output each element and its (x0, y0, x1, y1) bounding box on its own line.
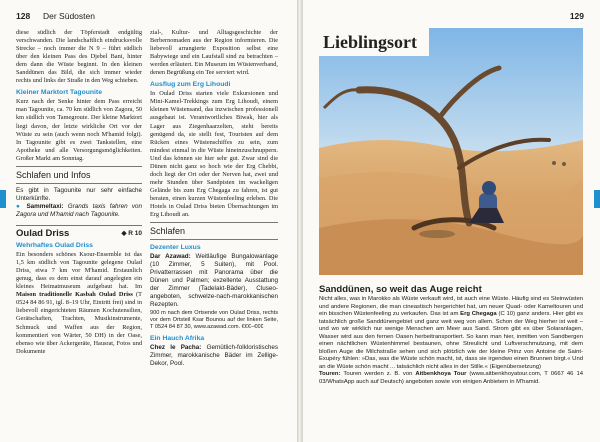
divider (150, 222, 278, 223)
box-heading: Sanddünen, so weit das Auge reicht (319, 284, 482, 295)
divider (16, 166, 142, 167)
paragraph: 900 m nach dem Ortsende von Oulad Driss, rechts vor dem Ortsteil Ksar Bounou auf der linken Seite, T 0524 84 87 30, www.azawad.com. €€€–€€€ (150, 309, 278, 330)
chapter-tab-right (594, 190, 600, 208)
section-heading: Schlafen (150, 226, 186, 237)
subheading: Kleiner Marktort Tagounite (16, 89, 102, 97)
page-number-right: 129 (569, 11, 584, 21)
box-text: Nicht alles, was in Marokko als Wüste verkauft wird, ist auch eine Wüste. Häufig sind es Steinwüsten und andere Regionen, die man cineastisch hergerichtet hat, um neuer Quad- oder Kameltouren und ein bisschen Wüstenfeeling zu verkaufen. Das ist am Erg Chegaga (C 10) ganz anders. Hier gibt es tatsächlich große Sanddünengebiet und ganz weit weg von allem. Schon der Weg hierher ist weit – und wo wir wirklich nur wenige Menschen am Meer aus Sand. Strom gibt es über Solaranlagen, Wasser wird aus den fernen Oasen herbeitransportiert. So kann man hier, inmitten von Sandbergen einen nächtlichen Wüstenhimmel bestaunen, ohne Streulicht und Luftverschmutzung, mit dem bloßen Auge die Milchstraße sehen und sich plötzlich wie der kleine Prinz von Antoine de Saint-Exupéry fühlen: »Das, was die Wüste schön macht, ist, dass sie irgendwo einen Brunnen birgt.« Und an die Wüste schön macht ... tatsächlich nicht alles in der Stille.« (Eigenübersetzung) Touren: Touren werden z. B. von Aitbenkhoya Tour (www.aitbenkhoyatour.com, T 0667 46 14 03/WhatsApp auch auf Deutsch) angeboten sowie von einigen Anbietern in M'hamid. (319, 296, 584, 385)
paragraph: Es gibt in Tagounite nur sehr einfache Unterkünfte. (16, 186, 142, 202)
desert-photo (319, 28, 583, 275)
paragraph: Chez le Pacha: Gemütlich-folkloristisches Zimmer, marokkanische Bäder im Zellige-Dekor, Pool. (150, 343, 278, 367)
subheading: Ausflug zum Erg Lihoudi (150, 81, 231, 89)
subheading: Dezenter Luxus (150, 244, 201, 252)
map-pin-icon: ◆ (121, 229, 127, 237)
left-page (0, 0, 297, 442)
left-column-1 (16, 29, 142, 356)
desert-scene-image (319, 28, 583, 275)
divider (150, 239, 278, 240)
subheading: Wehrhaftes Oulad Driss (16, 242, 93, 250)
favorite-place-title: Lieblingsort (319, 28, 429, 56)
section-heading: Oulad Driss ◆ R 10 (16, 227, 142, 239)
map-ref: ◆ R 10 (121, 229, 142, 237)
right-page (303, 0, 600, 442)
running-head: Der Südosten (43, 11, 95, 21)
page-number-left: 128 (16, 11, 31, 21)
paragraph: diese südlich der Töpferstadt endgültig verschwanden. Die landschaftlich eindrucksvolle Strecke – noch immer die N 9 – führt südlich über den kleinen Pass des Djebel Bani, hinter dem dann die Wüste beginnt. In den kleinen Sanddünen das Bild, die sich immer wieder rechts und links der Straße in den Weg schieben. (16, 29, 142, 85)
chapter-tab-left (0, 190, 6, 208)
subheading: Ein Hauch Afrika (150, 334, 205, 342)
divider (16, 225, 142, 226)
paragraph: zial-, Kultur- und Alltagsgeschichte der Berbernomaden aus der Region informieren. Die liebevoll arrangierte Exposition selbst eine Babywiege und ein Laufstall sind zu betrachten – werden erläutert. Ein Museum im Wüstenverband, denen Begrüßung ein Tee serviert wird. (150, 29, 278, 77)
paragraph: Ein besonders schönes Ksour-Ensemble ist das 1,5 km südlich von Tagounite gelegene Oulad Driss, etwa 7 km vor M'hamid. Erstaunlich genug, dass es dem einst darauf angelegten ein kleines Heimatmuseum aufgebaut hat. Im Maison traditionelle Kasbah Oulad Driss (T 0524 84 86 91, tgl. 8–19 Uhr, Eintritt frei) sind in liebevoll eingerichteten Räumen Kochutensilien, Gerätschaften, Trachten, Musikinstrumente, Schmuck und Waffen aus der Region, kommentiert von Wärter, 50 DH) in der Oase, ebenso wie über Ackergeräte, Hausrat, Fotos und Dokumente (16, 251, 142, 355)
paragraph: ● Sammeltaxi: Grands taxis fahren von Zagora und M'hamid nach Tagounite. (16, 202, 142, 218)
paragraph: In Oulad Driss starten viele Exkursionen und Mini-Kamel-Trekkings zum Erg Lihoudi, einem kleinen Wüstensand, das inzwischen professionell ausgebaut ist. Verantwortliches Biwak, hier als Lager aus Ziegenhaarzelten, steht bereits genügend da, sie stellt fest, Touristen auf dem Rücken eines Wüstenschiffes zu sein, zum mindest einmal in die Wüste hineinzuschnuppern. Und das können sie hier sehr gut. Zwar sind die Dünen nicht ganz so hoch wie der Erg Chebbi, doch liegt der Ort oder der Nerven hat, zwei und mehr Stunden über Sandpisten im wackeligen Gelände bis zum Erg Chegaga zu fahren, ist gut beraten, einen kurzen Wüstenfeeling erleben. Die Hotels in Oulad Driss bieten Übernachtungen im Erg Lihoudi an. (150, 90, 278, 219)
paragraph: Kurz nach der Senke hinter dem Pass erreicht man Tagounite, ca. 70 km südlich von Zagora, 50 km südlich von Tamegroute. Der kleine Marktort liegt davon, der letzte wirkliche Ort vor der Wüste zu sein (auch wenn noch M'hamid folgt). In Tagounite gibt es zwei Tankstellen, eine Apotheke und alle Versorgungsmöglichkeiten. Großer Markt am Sonntag. (16, 98, 142, 162)
bullet-icon: ● (16, 202, 23, 210)
paragraph: Dar Azawad: Weitläufige Bungalowanlage (10 Zimmer, 5 Suiten), mit Pool. Privatterrassen mit Panorama über die Dünen und Palmen; exzellente Ausstattung der Zimmer (Tadelakt-Bäder), Cluseo-angeboten, schwelze-nach-marokkanischen Rezepten. (150, 253, 278, 309)
left-column-2 (150, 29, 278, 368)
section-heading: Schlafen und Infos (16, 169, 91, 180)
divider (16, 183, 142, 184)
